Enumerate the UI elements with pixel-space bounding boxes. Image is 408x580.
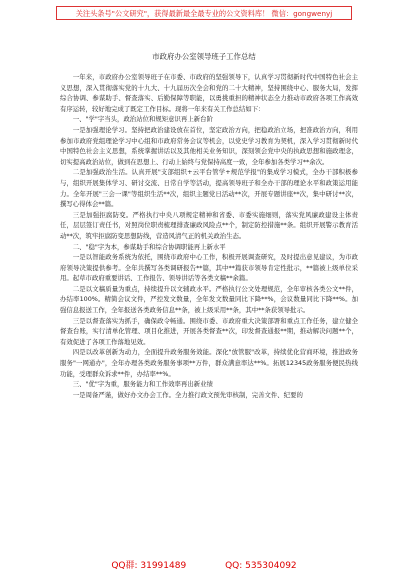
qq-user-text: QQ: 535304092 — [225, 561, 297, 571]
paragraph: 四是以改革创新为动力，全面提升政务服务效能。深化"放管服"改革，持续优化营商环境，推进政务服务"一网通办"，全年办理各类政务服务事项**万件，群众满意率达**%。拓展12345政务服务便民热线功能，受理群众诉求**件，办结率**%。 — [60, 348, 358, 378]
paragraph: 二是以文稿质量为重点，持续提升以文辅政水平。严格执行公文处理规范，全年审核各类公文**件，办结率100%。精简会议文件，严控发文数量，全年发文数量同比下降**%，会议数量同比下降**%。加强信息报送工作，全年报送各类政务信息**条，被上级采用**条，其中**条获领导批示。 — [60, 284, 358, 315]
section-heading: 一、"学"字当头，政治站位和规矩意识再上新台阶 — [72, 115, 213, 124]
paragraph: 一是周备严谨，做好办文办会工作。全力推行政文预先审核制，完善文件、纪要的 — [72, 390, 303, 399]
paragraph: 一是以智能政务系统为依托，围绕市政府中心工作，积极开展调查研究，及时提出意见建议，为市政府领导决策提供参考。全年共撰写各类调研报告**篇，其中**篇获市领导肯定性批示，**篇被上级单位采用。起草市政府重要讲话、工作报告、领导讲话等各类文稿**余篇。 — [60, 253, 358, 283]
section-heading: 二、"稳"字为本，参谋助手和综合协调职能再上新水平 — [72, 242, 226, 251]
paragraph: 二是加强政治生活。认真开展"支部组织+云平台管学+规范学报"的集成学习模式，全办干部积极参与，组织开展集体学习、研讨交流、日常自学等活动，提高领导班子和全办干部的理论水平和政策运用能力。全年开展"三会一课"等组织生活**次，组织主题党日活动**次，开展专题讲座**次，集中研讨**次，撰写心得体会**篇。 — [60, 168, 358, 209]
document-body — [60, 72, 358, 400]
document-title: 市政府办公室领导班子工作总结 — [152, 52, 256, 61]
paragraph: 三是以督查落实为抓手，确保政令畅通。围绕市委、市政府重大决策部署和重点工作任务，建立健全督查台账，实行清单化管理、项目化推进，开展各类督查**次，印发督查通报**期，推动解决问题**个，有效促进了各项工作落地见效。 — [60, 316, 358, 346]
section-heading: 三、"优"字为重，服务能力和工作效率再出新业绩 — [72, 380, 213, 389]
top-banner: 关注头条号"公文研究"，获得最新最全最专业的公文资料库！ 微信：gongwenyj — [56, 6, 352, 20]
paragraph: 一年来，市政府办公室领导班子在市委、市政府的坚强领导下，认真学习贯彻新时代中国特色社会主义思想，深入贯彻落实党的十九大、十九届历次全会和党的二十大精神，坚持围绕中心、服务大局，发挥综合协调、参谋助手、督查落实、后勤保障等职能，以勇挑重担的精神状态全力推动市政府各项工作高效有序运转，较好地完成了既定工作目标。现将一年来有关工作总结如下： — [60, 73, 358, 113]
qq-group-text: QQ群: 31991489 — [111, 561, 187, 571]
paragraph: 一是加强理论学习。坚持把政治建设放在首位，坚定政治方向，把稳政治立场，把准政治方向，利用参加市政府党组理论学习中心组和市政府常务会议等机会，以党史学习教育为契机，深入学习贯彻新时代中国特色社会主义思想，系统掌握讲话以及其他相关业务知识，深刻领会党中央的执政思想和施政理念，切实提高政治站位，做到在思想上、行动上始终与党保持高度一致，全年参加各类学习**余次。 — [60, 125, 358, 166]
contact-footer — [0, 560, 408, 572]
paragraph: 三是加强拒腐防变。严格执行中央八项规定精神和省委、市委实施细则，落实党风廉政建设主体责任，层层签订责任书，对照岗位职责梳理排查廉政风险点**个，制定防控措施**条。组织开展警示教育活动**次，筑牢拒腐防变思想防线，营造风清气正的机关政治生态。 — [60, 210, 358, 240]
